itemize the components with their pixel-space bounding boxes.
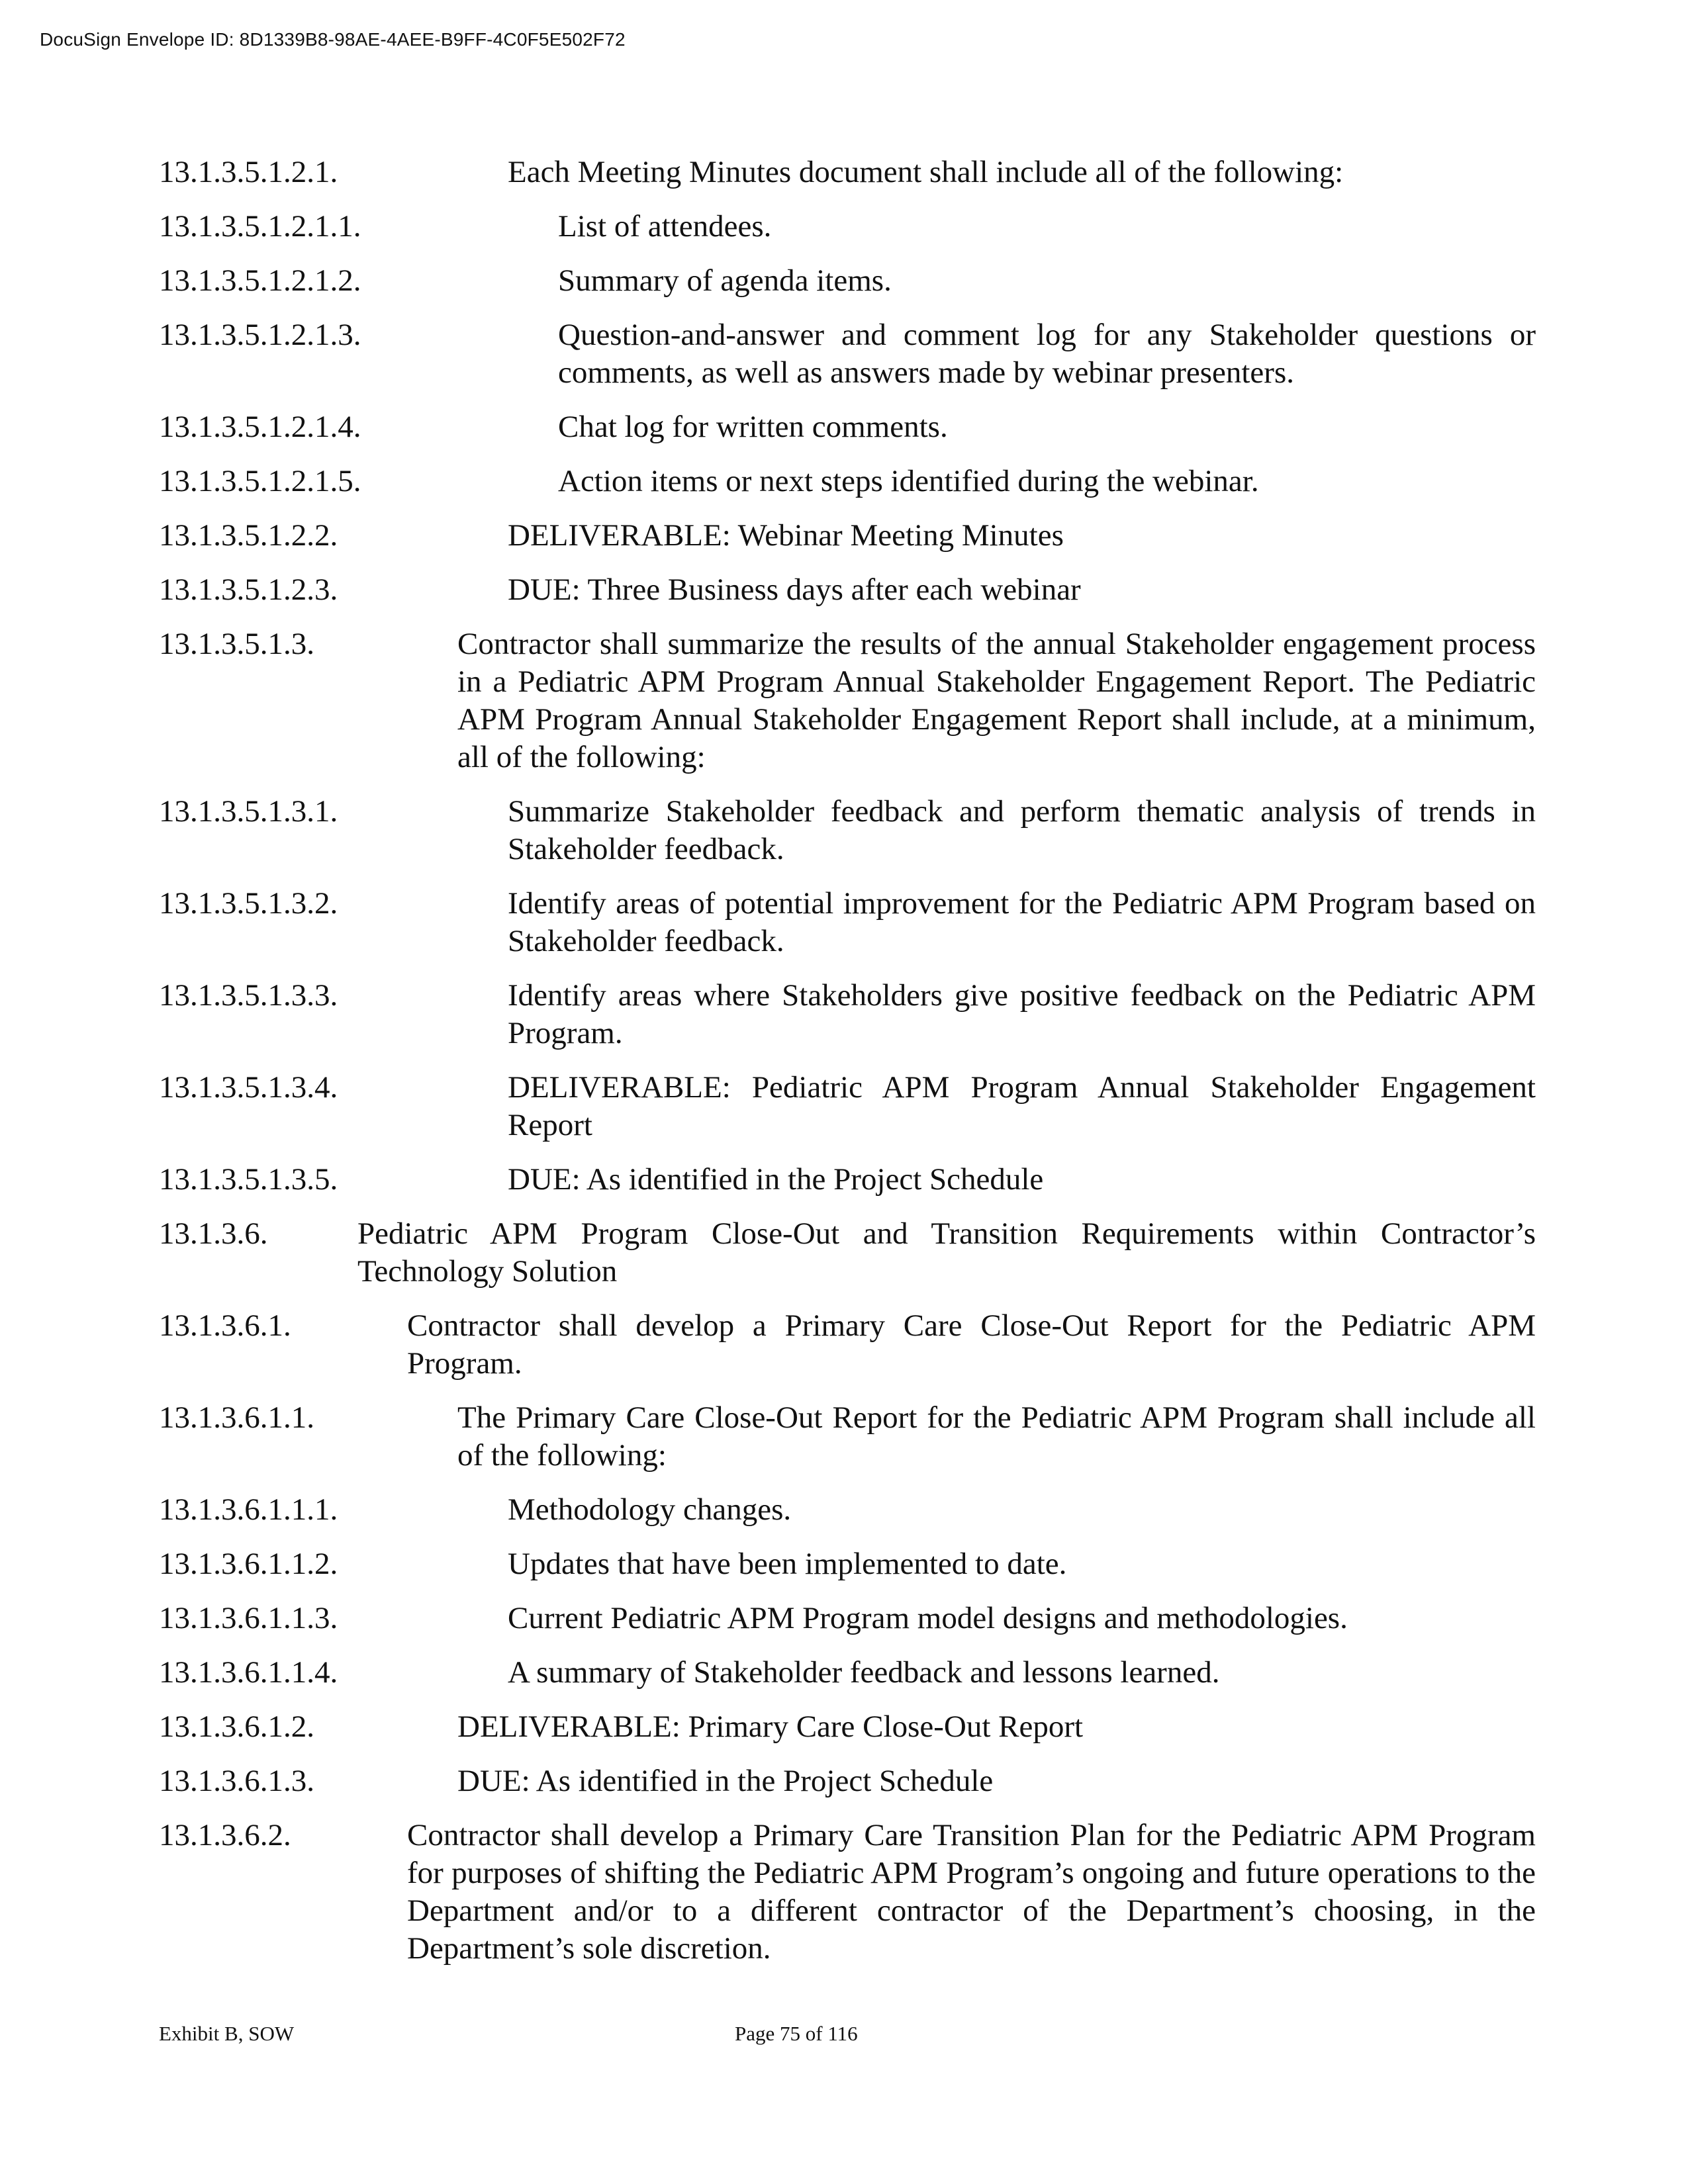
section-number: 13.1.3.6.1.1.2. — [159, 1547, 338, 1581]
section-number: 13.1.3.6.1.1. — [159, 1400, 314, 1435]
section-number: 13.1.3.6. — [159, 1216, 268, 1251]
footer-page-number: Page 75 of 116 — [735, 2022, 858, 2045]
section-text: A summary of Stakeholder feedback and lessons learned. — [508, 1655, 1220, 1690]
section-text: Contractor shall develop a Primary Care Close-Out Report for the Pediatric APM Program. — [407, 1308, 1536, 1381]
section-text: DUE: As identified in the Project Schedule — [508, 1162, 1044, 1197]
section-number: 13.1.3.5.1.3.1. — [159, 794, 338, 829]
section-item — [159, 1708, 1536, 1746]
document-body — [159, 154, 1536, 1984]
section-item — [159, 885, 1536, 960]
section-number: 13.1.3.5.1.3.2. — [159, 886, 338, 921]
section-number: 13.1.3.6.1.2. — [159, 1709, 314, 1744]
section-item — [159, 1399, 1536, 1475]
section-item — [159, 1161, 1536, 1199]
section-item — [159, 1762, 1536, 1800]
section-item — [159, 1491, 1536, 1529]
section-number: 13.1.3.6.1.1.3. — [159, 1601, 338, 1635]
section-text: Contractor shall develop a Primary Care Transition Plan for the Pediatric APM Program for purposes of shifting the Pediatric APM Program’s ongoing and future operations to the Department and/or to a different contractor of the Department’s choosing, in the Department’s sole discretion. — [407, 1818, 1536, 1966]
section-text: DUE: Three Business days after each webinar — [508, 572, 1081, 607]
section-item — [159, 517, 1536, 555]
section-item — [159, 1654, 1536, 1692]
section-number: 13.1.3.5.1.3. — [159, 627, 314, 661]
section-text: DUE: As identified in the Project Schedule — [457, 1764, 994, 1798]
section-text: Summary of agenda items. — [558, 263, 892, 298]
section-item — [159, 977, 1536, 1052]
section-item — [159, 1069, 1536, 1144]
section-item — [159, 463, 1536, 500]
section-number: 13.1.3.5.1.2.1.4. — [159, 410, 361, 444]
section-number: 13.1.3.6.2. — [159, 1818, 291, 1852]
docusign-envelope-id: DocuSign Envelope ID: 8D1339B8-98AE-4AEE-B9FF-4C0F5E502F72 — [40, 29, 626, 50]
section-number: 13.1.3.5.1.2.1.1. — [159, 209, 361, 244]
section-number: 13.1.3.5.1.2.1.5. — [159, 464, 361, 498]
section-item — [159, 262, 1536, 300]
section-number: 13.1.3.5.1.2.1.3. — [159, 318, 361, 352]
section-item — [159, 625, 1536, 776]
section-item — [159, 793, 1536, 868]
section-item — [159, 1307, 1536, 1383]
section-number: 13.1.3.6.1.3. — [159, 1764, 314, 1798]
section-text: DELIVERABLE: Pediatric APM Program Annual Stakeholder Engagement Report — [508, 1070, 1536, 1142]
section-text: The Primary Care Close-Out Report for the Pediatric APM Program shall include all of the following: — [457, 1400, 1536, 1473]
section-text: Summarize Stakeholder feedback and perform thematic analysis of trends in Stakeholder feedback. — [508, 794, 1536, 866]
section-item — [159, 1545, 1536, 1583]
section-number: 13.1.3.6.1.1.1. — [159, 1492, 338, 1527]
section-text: DELIVERABLE: Webinar Meeting Minutes — [508, 518, 1064, 553]
section-number: 13.1.3.5.1.2.2. — [159, 518, 338, 553]
section-text: Methodology changes. — [508, 1492, 792, 1527]
section-number: 13.1.3.5.1.2.1.2. — [159, 263, 361, 298]
section-text: Current Pediatric APM Program model designs and methodologies. — [508, 1601, 1348, 1635]
section-text: Identify areas of potential improvement for the Pediatric APM Program based on Stakeholder feedback. — [508, 886, 1536, 958]
section-text: Contractor shall summarize the results of the annual Stakeholder engagement process in a Pediatric APM Program Annual Stakeholder Engagement Report. The Pediatric APM Program Annual Stakeholder Engagement Report shall include, at a minimum, all of the following: — [457, 627, 1536, 774]
section-number: 13.1.3.5.1.3.5. — [159, 1162, 338, 1197]
section-text: Action items or next steps identified during the webinar. — [558, 464, 1259, 498]
section-text: Question-and-answer and comment log for any Stakeholder questions or comments, as well as answers made by webinar presenters. — [558, 318, 1536, 390]
section-number: 13.1.3.5.1.2.3. — [159, 572, 338, 607]
section-text: DELIVERABLE: Primary Care Close-Out Report — [457, 1709, 1084, 1744]
section-item — [159, 408, 1536, 446]
section-text: Each Meeting Minutes document shall include all of the following: — [508, 155, 1344, 189]
section-text: Pediatric APM Program Close-Out and Transition Requirements within Contractor’s Technology Solution — [357, 1216, 1536, 1289]
section-number: 13.1.3.5.1.2.1. — [159, 155, 338, 189]
section-number: 13.1.3.6.1.1.4. — [159, 1655, 338, 1690]
section-item — [159, 1817, 1536, 1968]
section-item — [159, 316, 1536, 392]
section-text: Chat log for written comments. — [558, 410, 948, 444]
section-item — [159, 208, 1536, 246]
section-number: 13.1.3.5.1.3.3. — [159, 978, 338, 1013]
footer-document-label: Exhibit B, SOW — [159, 2022, 295, 2045]
section-item — [159, 1215, 1536, 1291]
section-number: 13.1.3.5.1.3.4. — [159, 1070, 338, 1105]
section-text: Identify areas where Stakeholders give positive feedback on the Pediatric APM Program. — [508, 978, 1536, 1050]
section-item — [159, 154, 1536, 191]
section-number: 13.1.3.6.1. — [159, 1308, 291, 1343]
section-text: List of attendees. — [558, 209, 772, 244]
section-text: Updates that have been implemented to date. — [508, 1547, 1067, 1581]
section-item — [159, 571, 1536, 609]
section-item — [159, 1600, 1536, 1637]
